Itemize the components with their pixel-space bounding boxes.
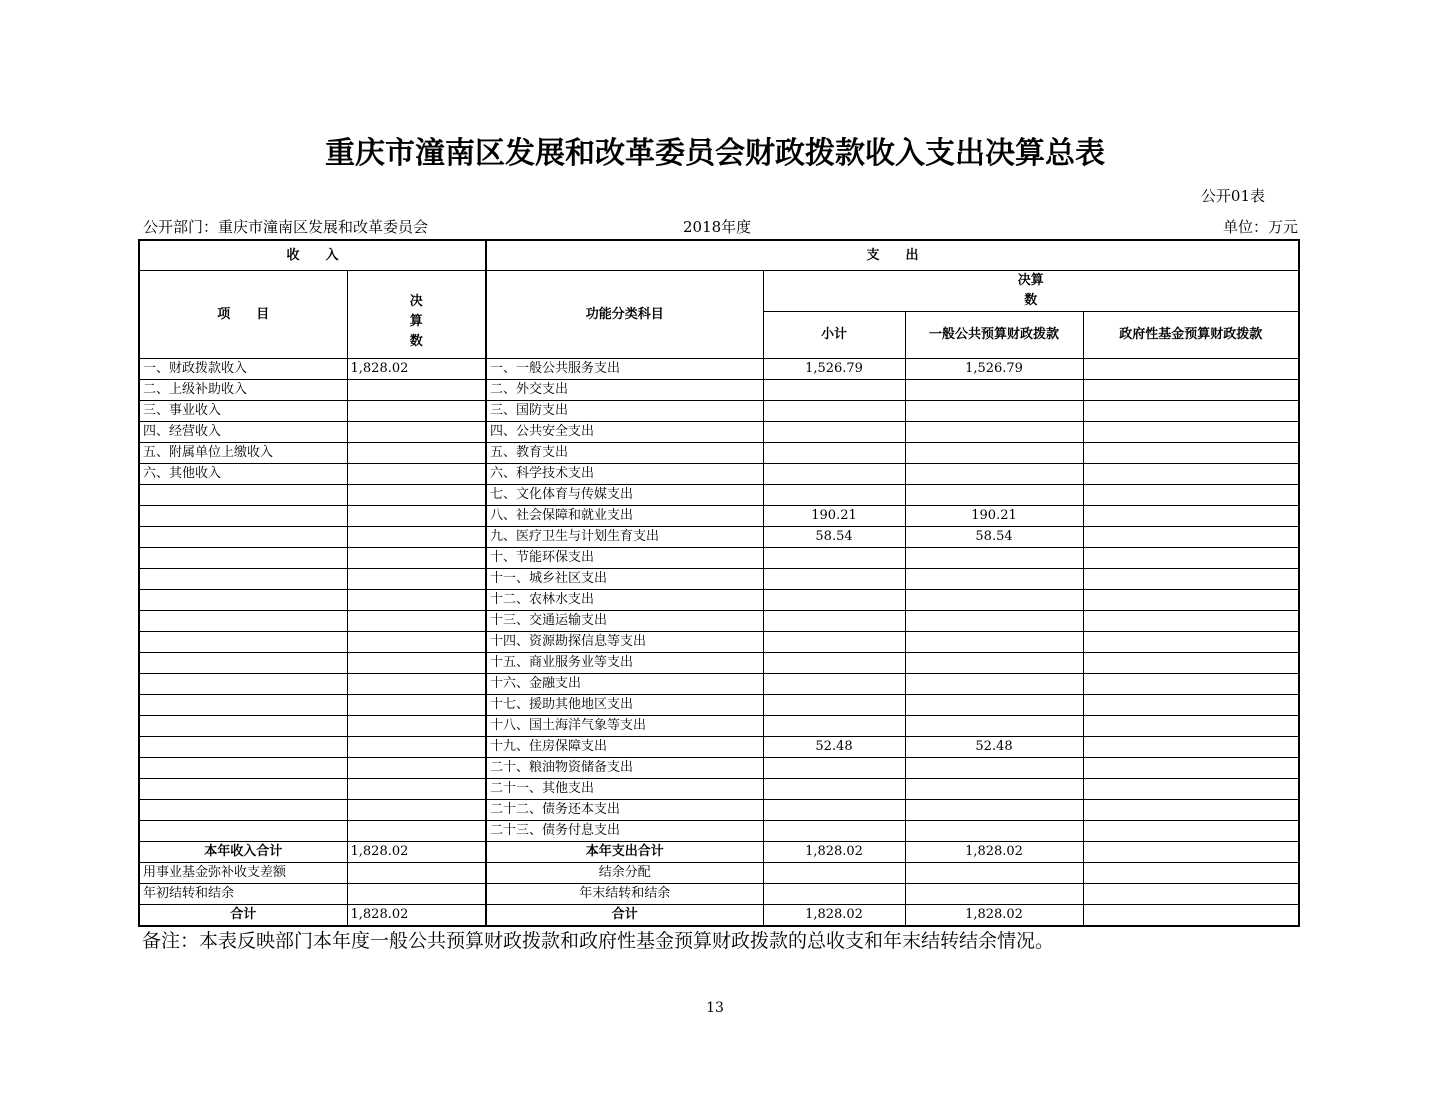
subtotal-cell: 52.48 <box>763 737 905 758</box>
expense-item-cell: 十一、城乡社区支出 <box>486 569 763 590</box>
budget-char-1: 决 <box>409 293 423 309</box>
income-value-cell <box>347 674 486 695</box>
income-value-cell <box>347 758 486 779</box>
general-budget-cell: 1,828.02 <box>905 905 1083 927</box>
income-item-cell <box>139 779 347 800</box>
page-number: 13 <box>706 1000 724 1016</box>
table-row <box>139 464 1299 485</box>
subtotal-cell: 1,828.02 <box>763 842 905 863</box>
expense-item-cell: 八、社会保障和就业支出 <box>486 506 763 527</box>
income-section-header: 收 入 <box>139 240 486 271</box>
gov-fund-cell <box>1083 464 1299 485</box>
subtotal-cell <box>763 485 905 506</box>
general-budget-header: 一般公共预算财政拨款 <box>905 312 1083 359</box>
income-item-cell <box>139 653 347 674</box>
income-item-cell <box>139 674 347 695</box>
expense-item-cell: 十八、国土海洋气象等支出 <box>486 716 763 737</box>
income-value-cell <box>347 863 486 884</box>
expense-item-cell: 二十三、债务付息支出 <box>486 821 763 842</box>
header-row-sections <box>139 240 1299 271</box>
income-value-cell <box>347 590 486 611</box>
table-row <box>139 506 1299 527</box>
expense-item-cell: 三、国防支出 <box>486 401 763 422</box>
budget-char-2: 算 <box>409 313 423 329</box>
income-item-cell <box>139 632 347 653</box>
function-subject-header: 功能分类科目 <box>486 271 763 359</box>
income-item-cell <box>139 737 347 758</box>
subtotal-cell <box>763 590 905 611</box>
subtotal-cell <box>763 821 905 842</box>
subtotal-cell <box>763 422 905 443</box>
expense-item-cell: 二、外交支出 <box>486 380 763 401</box>
expense-label-cell: 本年支出合计 <box>486 842 763 863</box>
gov-fund-cell <box>1083 653 1299 674</box>
footnote: 备注：本表反映部门本年度一般公共预算财政拨款和政府性基金预算财政拨款的总收支和年末结转结余情况。 <box>142 930 1055 952</box>
expense-item-cell: 十九、住房保障支出 <box>486 737 763 758</box>
subtotal-cell <box>763 653 905 674</box>
income-item-cell <box>139 695 347 716</box>
income-value-cell <box>347 443 486 464</box>
table-row <box>139 590 1299 611</box>
gov-fund-cell <box>1083 716 1299 737</box>
income-value-cell <box>347 779 486 800</box>
expense-label-cell: 年末结转和结余 <box>486 884 763 905</box>
grand-total-row <box>139 905 1299 927</box>
gov-fund-cell <box>1083 401 1299 422</box>
income-item-cell <box>139 590 347 611</box>
gov-fund-cell <box>1083 737 1299 758</box>
table-row <box>139 548 1299 569</box>
gov-fund-cell <box>1083 359 1299 380</box>
subtotal-cell <box>763 695 905 716</box>
income-value-cell <box>347 485 486 506</box>
general-budget-cell <box>905 863 1083 884</box>
general-budget-cell <box>905 464 1083 485</box>
budget-group-header: 决算 数 <box>763 271 1299 312</box>
expense-item-cell: 十七、援助其他地区支出 <box>486 695 763 716</box>
income-item-cell <box>139 506 347 527</box>
subtotal-cell <box>763 884 905 905</box>
subtotal-cell <box>763 569 905 590</box>
subtotal-cell <box>763 611 905 632</box>
income-value-cell <box>347 737 486 758</box>
expense-item-cell: 七、文化体育与传媒支出 <box>486 485 763 506</box>
subtotal-header: 小计 <box>763 312 905 359</box>
gov-fund-cell <box>1083 632 1299 653</box>
gov-fund-cell <box>1083 842 1299 863</box>
table-row <box>139 800 1299 821</box>
general-budget-cell <box>905 548 1083 569</box>
income-value-cell <box>347 548 486 569</box>
expense-item-cell: 十五、商业服务业等支出 <box>486 653 763 674</box>
gov-fund-cell <box>1083 443 1299 464</box>
table-row <box>139 695 1299 716</box>
expense-item-cell: 二十一、其他支出 <box>486 779 763 800</box>
income-item-cell <box>139 548 347 569</box>
gov-fund-cell <box>1083 800 1299 821</box>
expense-item-cell: 一、一般公共服务支出 <box>486 359 763 380</box>
income-value-cell <box>347 506 486 527</box>
budget-vertical-header <box>347 271 486 359</box>
income-value-cell <box>347 716 486 737</box>
gov-fund-cell <box>1083 485 1299 506</box>
expense-label-cell: 合计 <box>486 905 763 927</box>
form-code: 公开01表 <box>1200 187 1265 205</box>
subtotal-cell <box>763 716 905 737</box>
gov-fund-cell <box>1083 674 1299 695</box>
table-row <box>139 485 1299 506</box>
expense-item-cell: 十二、农林水支出 <box>486 590 763 611</box>
expense-item-cell: 六、科学技术支出 <box>486 464 763 485</box>
table-row <box>139 422 1299 443</box>
income-value-cell <box>347 611 486 632</box>
gov-fund-cell <box>1083 758 1299 779</box>
gov-fund-cell <box>1083 905 1299 927</box>
general-budget-cell <box>905 653 1083 674</box>
general-budget-cell <box>905 884 1083 905</box>
income-item-cell: 二、上级补助收入 <box>139 380 347 401</box>
income-label-cell: 用事业基金弥补收支差额 <box>139 863 347 884</box>
gov-fund-cell <box>1083 422 1299 443</box>
income-item-cell: 六、其他收入 <box>139 464 347 485</box>
income-value-cell <box>347 695 486 716</box>
table-row <box>139 443 1299 464</box>
subtotal-cell: 1,828.02 <box>763 905 905 927</box>
income-item-cell <box>139 716 347 737</box>
income-label-cell: 合计 <box>139 905 347 927</box>
table-row <box>139 401 1299 422</box>
income-value-cell <box>347 569 486 590</box>
income-item-cell: 三、事业收入 <box>139 401 347 422</box>
subtotal-cell: 1,526.79 <box>763 359 905 380</box>
income-value-cell <box>347 800 486 821</box>
gov-fund-cell <box>1083 884 1299 905</box>
expense-item-cell: 十、节能环保支出 <box>486 548 763 569</box>
gov-fund-cell <box>1083 779 1299 800</box>
department-label: 公开部门：重庆市潼南区发展和改革委员会 <box>143 218 429 236</box>
income-item-cell: 五、附属单位上缴收入 <box>139 443 347 464</box>
table-row <box>139 359 1299 380</box>
table-row <box>139 779 1299 800</box>
general-budget-cell <box>905 695 1083 716</box>
income-value-cell <box>347 527 486 548</box>
income-label-cell: 年初结转和结余 <box>139 884 347 905</box>
table-row <box>139 569 1299 590</box>
income-item-cell <box>139 800 347 821</box>
expense-item-cell: 二十、粮油物资储备支出 <box>486 758 763 779</box>
income-value-cell <box>347 464 486 485</box>
expense-item-cell: 四、公共安全支出 <box>486 422 763 443</box>
carryover-row <box>139 884 1299 905</box>
item-header: 项 目 <box>139 271 347 359</box>
table-row <box>139 716 1299 737</box>
general-budget-cell <box>905 758 1083 779</box>
income-value-cell <box>347 821 486 842</box>
general-budget-cell: 1,526.79 <box>905 359 1083 380</box>
income-value-cell <box>347 401 486 422</box>
gov-fund-cell <box>1083 380 1299 401</box>
income-value-cell <box>347 380 486 401</box>
year-total-row <box>139 842 1299 863</box>
gov-fund-cell <box>1083 863 1299 884</box>
subtotal-cell <box>763 443 905 464</box>
table-row <box>139 611 1299 632</box>
expense-item-cell: 二十二、债务还本支出 <box>486 800 763 821</box>
header-row-1 <box>139 271 1299 312</box>
subtotal-cell: 190.21 <box>763 506 905 527</box>
expense-item-cell: 十六、金融支出 <box>486 674 763 695</box>
general-budget-cell: 1,828.02 <box>905 842 1083 863</box>
general-budget-cell <box>905 821 1083 842</box>
subtotal-cell <box>763 779 905 800</box>
expense-item-cell: 十三、交通运输支出 <box>486 611 763 632</box>
income-item-cell: 四、经营收入 <box>139 422 347 443</box>
subtotal-cell <box>763 401 905 422</box>
table-row <box>139 737 1299 758</box>
gov-fund-cell <box>1083 821 1299 842</box>
gov-fund-cell <box>1083 548 1299 569</box>
general-budget-cell <box>905 422 1083 443</box>
general-budget-cell <box>905 632 1083 653</box>
income-value-cell <box>347 653 486 674</box>
income-item-cell <box>139 485 347 506</box>
income-value-cell: 1,828.02 <box>347 905 486 927</box>
income-value-cell <box>347 632 486 653</box>
general-budget-cell <box>905 716 1083 737</box>
general-budget-cell <box>905 485 1083 506</box>
general-budget-cell <box>905 674 1083 695</box>
general-budget-cell <box>905 569 1083 590</box>
gov-fund-cell <box>1083 695 1299 716</box>
general-budget-cell <box>905 380 1083 401</box>
income-item-cell <box>139 527 347 548</box>
general-budget-cell <box>905 443 1083 464</box>
subtotal-cell: 58.54 <box>763 527 905 548</box>
subtotal-cell <box>763 380 905 401</box>
income-value-cell <box>347 884 486 905</box>
income-item-cell <box>139 569 347 590</box>
page-title: 重庆市潼南区发展和改革委员会财政拨款收入支出决算总表 <box>325 136 1105 171</box>
fiscal-year: 2018年度 <box>683 218 752 236</box>
fund-gap-row <box>139 863 1299 884</box>
income-label-cell: 本年收入合计 <box>139 842 347 863</box>
expense-section-header: 支 出 <box>486 240 1299 271</box>
table-row <box>139 821 1299 842</box>
gov-fund-cell <box>1083 527 1299 548</box>
gov-fund-cell <box>1083 506 1299 527</box>
income-value-cell: 1,828.02 <box>347 359 486 380</box>
income-item-cell <box>139 758 347 779</box>
gov-fund-cell <box>1083 611 1299 632</box>
subtotal-cell <box>763 758 905 779</box>
general-budget-cell: 190.21 <box>905 506 1083 527</box>
general-budget-cell <box>905 779 1083 800</box>
table-row <box>139 758 1299 779</box>
subtotal-cell <box>763 800 905 821</box>
subtotal-cell <box>763 548 905 569</box>
income-item-cell <box>139 821 347 842</box>
expense-label-cell: 结余分配 <box>486 863 763 884</box>
table-row <box>139 632 1299 653</box>
unit-label: 单位：万元 <box>1222 218 1298 236</box>
subtotal-cell <box>763 464 905 485</box>
general-budget-cell: 58.54 <box>905 527 1083 548</box>
income-value-cell <box>347 422 486 443</box>
table-row <box>139 527 1299 548</box>
table-row <box>139 674 1299 695</box>
general-budget-cell: 52.48 <box>905 737 1083 758</box>
expense-item-cell: 九、医疗卫生与计划生育支出 <box>486 527 763 548</box>
subtotal-cell <box>763 632 905 653</box>
general-budget-cell <box>905 590 1083 611</box>
budget-char-3: 数 <box>409 333 423 349</box>
gov-fund-header: 政府性基金预算财政拨款 <box>1083 312 1299 359</box>
income-item-cell <box>139 611 347 632</box>
expense-item-cell: 十四、资源勘探信息等支出 <box>486 632 763 653</box>
gov-fund-cell <box>1083 590 1299 611</box>
income-item-cell: 一、财政拨款收入 <box>139 359 347 380</box>
general-budget-cell <box>905 800 1083 821</box>
subtotal-cell <box>763 674 905 695</box>
general-budget-cell <box>905 611 1083 632</box>
table-row <box>139 380 1299 401</box>
gov-fund-cell <box>1083 569 1299 590</box>
general-budget-cell <box>905 401 1083 422</box>
expense-item-cell: 五、教育支出 <box>486 443 763 464</box>
income-value-cell: 1,828.02 <box>347 842 486 863</box>
budget-table <box>138 239 1300 927</box>
subtotal-cell <box>763 863 905 884</box>
table-row <box>139 653 1299 674</box>
